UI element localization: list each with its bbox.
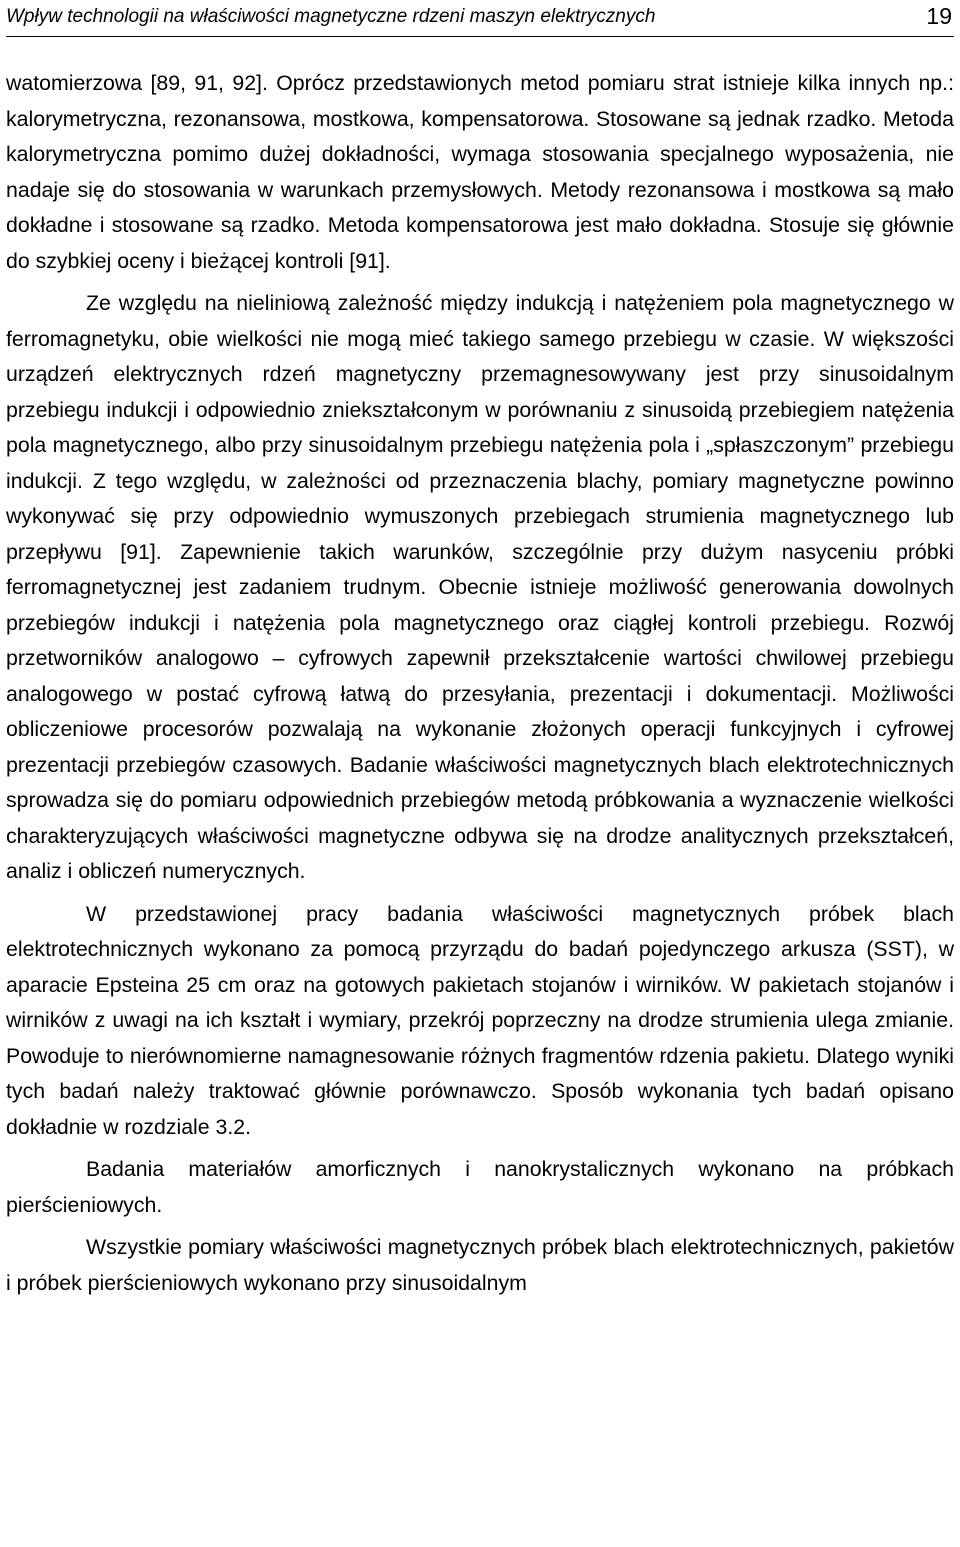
paragraph-gap bbox=[6, 1223, 954, 1230]
paragraph-gap bbox=[6, 279, 954, 286]
paragraph-measurement-methods: watomierzowa [89, 91, 92]. Oprócz przedstawionych metod pomiaru strat istnieje kilka innych np.: kalorymetryczna, rezonansowa, mostkowa, kompensatorowa. Stosowane są jednak rzadko. Metoda kalorymetryczna pomimo dużej dokładności, wymaga stosowania specjalnego wyposażenia, nie nadaje się do stosowania w warunkach przemysłowych. Metody rezonansowa i mostkowa są mało dokładne i stosowane są rzadko. Metoda kompensatorowa jest mało dokładna. Stosuje się głównie do szybkiej oceny i bieżącej kontroli [91]. bbox=[6, 71, 954, 273]
page-number: 19 bbox=[926, 3, 952, 29]
paragraph-present-work: W przedstawionej pracy badania właściwości magnetycznych próbek blach elektrotechnicznych wykonano za pomocą przyrządu do badań pojedynczego arkusza (SST), w aparacie Epsteina 25 cm oraz na gotowych pakietach stojanów i wirników. W pakietach stojanów i wirników z uwagi na ich kształt i wymiary, przekrój poprzeczny na drodze strumienia ulega zmianie. Powoduje to nierównomierne namagnesowanie różnych fragmentów rdzenia pakietu. Dlatego wyniki tych badań należy traktować głównie porównawczo. Sposób wykonania tych badań opisano dokładnie w rozdziale 3.2. bbox=[6, 901, 954, 1139]
paragraph-gap bbox=[6, 890, 954, 897]
paragraph-all-measurements: Wszystkie pomiary właściwości magnetycznych próbek blach elektrotechnicznych, pakietów i próbek pierścieniowych wykonano przy sinusoidalnym bbox=[6, 1235, 954, 1295]
paragraph-waveforms: Ze względu na nieliniową zależność między indukcją i natężeniem pola magnetycznego w ferromagnetyku, obie wielkości nie mogą mieć takiego samego przebiegu w czasie. W większości urządzeń elektrycznych rdzeń magnetyczny przemagnesowywany jest przy sinusoidalnym przebiegu indukcji i odpowiednio zniekształconym w porównaniu z sinusoidą przebiegiem natężenia pola magnetycznego, albo przy sinusoidalnym przebiegu natężenia pola i „spłaszczonym” przebiegu indukcji. Z tego względu, w zależności od przeznaczenia blachy, pomiary magnetyczne powinno wykonywać się przy odpowiednio wymuszonych przebiegach strumienia magnetycznego lub przepływu [91]. Zapewnienie takich warunków, szczególnie przy dużym nasyceniu próbki ferromagnetycznej jest zadaniem trudnym. Obecnie istnieje możliwość generowania dowolnych przebiegów indukcji i natężenia pola magnetycznego oraz ciągłej kontroli przebiegu. Rozwój przetworników analogowo – cyfrowych zapewnił przekształcenie wartości chwilowej przebiegu analogowego w postać cyfrową łatwą do przesyłania, prezentacji i dokumentacji. Możliwości obliczeniowe procesorów pozwalają na wykonanie złożonych operacji funkcyjnych i cyfrowej prezentacji przebiegów czasowych. Badanie właściwości magnetycznych blach elektrotechnicznych sprowadza się do pomiaru odpowiednich przebiegów metodą próbkowania a wyznaczenie wielkości charakteryzujących właściwości magnetyczne odbywa się na drodze analitycznych przekształceń, analiz i obliczeń numerycznych. bbox=[6, 291, 954, 883]
paragraph-gap bbox=[6, 1145, 954, 1152]
running-header bbox=[6, 2, 954, 37]
paragraph-amorphous-materials: Badania materiałów amorficznych i nanokrystalicznych wykonano na próbkach pierścieniowych. bbox=[6, 1157, 954, 1217]
header-title: Wpływ technologii na właściwości magnetyczne rdzeni maszyn elektrycznych bbox=[6, 6, 656, 27]
body-text bbox=[6, 66, 954, 1301]
